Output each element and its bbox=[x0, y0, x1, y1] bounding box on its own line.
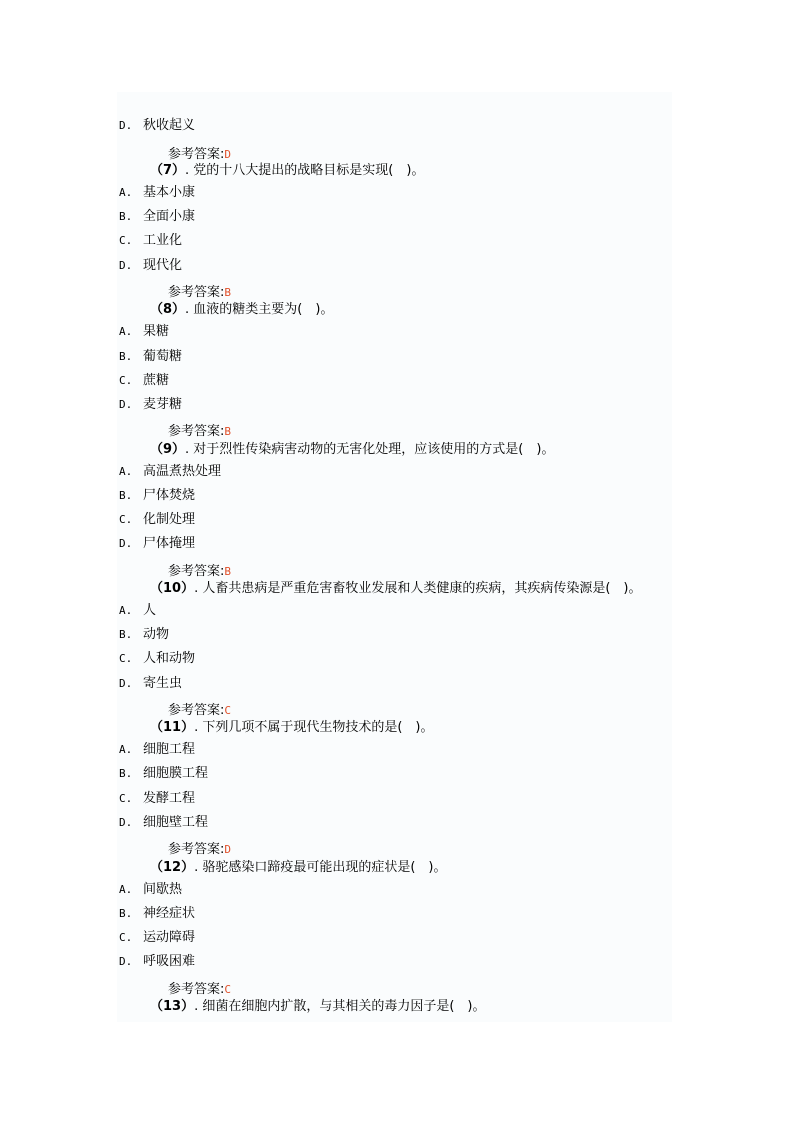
option-letter: A. bbox=[119, 186, 133, 199]
answer-label: 参考答案: bbox=[168, 842, 225, 858]
option-text: 化制处理 bbox=[143, 512, 196, 527]
option-text: 葡萄糖 bbox=[143, 348, 183, 364]
option-text: 尸体掩埋 bbox=[143, 536, 196, 552]
option-text: 发酵工程 bbox=[143, 790, 196, 806]
option-text: 果糖 bbox=[143, 324, 170, 340]
option-letter: D. bbox=[119, 397, 133, 411]
option-letter: C. bbox=[119, 791, 133, 805]
option-item bbox=[119, 790, 195, 808]
option-text: 间歇热 bbox=[143, 881, 183, 897]
question-text: . 骆驼感染口蹄疫最可能出现的症状是( )。 bbox=[194, 859, 447, 875]
question-text: . 人畜共患病是严重危害畜牧业发展和人类健康的疾病，其疾病传染源是( )。 bbox=[194, 580, 642, 596]
option-item bbox=[119, 208, 195, 226]
answer-value: B bbox=[224, 564, 232, 578]
answer-value: C bbox=[224, 703, 232, 717]
option-text: 人和动物 bbox=[143, 651, 196, 667]
option-text: 呼吸困难 bbox=[143, 954, 196, 970]
question-stem bbox=[117, 441, 554, 459]
answer-line bbox=[117, 981, 231, 999]
option-item bbox=[119, 487, 195, 505]
option-item bbox=[119, 881, 182, 899]
option-letter: B. bbox=[119, 210, 133, 224]
answer-value: D bbox=[224, 843, 232, 857]
question-number: （10） bbox=[150, 580, 195, 596]
option-item bbox=[119, 535, 195, 553]
option-item bbox=[119, 396, 182, 414]
answer-label: 参考答案: bbox=[168, 424, 225, 440]
option-item bbox=[119, 953, 195, 971]
option-text: 高温煮热处理 bbox=[143, 463, 222, 479]
question-number: （12） bbox=[150, 859, 195, 875]
question-number: （11） bbox=[150, 720, 195, 736]
question-stem bbox=[117, 580, 642, 598]
option-letter: D. bbox=[119, 119, 133, 132]
answer-line bbox=[117, 284, 231, 302]
question-stem bbox=[117, 301, 333, 319]
option-item bbox=[119, 511, 195, 529]
option-text: 细胞壁工程 bbox=[143, 814, 209, 830]
option-item bbox=[119, 372, 169, 390]
option-letter: A. bbox=[119, 325, 133, 339]
answer-label: 参考答案: bbox=[168, 702, 225, 718]
option-letter: D. bbox=[119, 815, 133, 829]
option-letter: D. bbox=[119, 258, 133, 272]
option-item bbox=[119, 257, 182, 275]
answer-label: 参考答案: bbox=[168, 147, 225, 162]
option-item bbox=[119, 184, 195, 202]
option-item bbox=[119, 675, 182, 693]
question-stem bbox=[117, 859, 447, 877]
option-letter: A. bbox=[119, 882, 133, 896]
option-item bbox=[119, 929, 195, 947]
answer-value: C bbox=[224, 982, 232, 996]
option-text: 尸体焚烧 bbox=[143, 487, 196, 503]
question-stem bbox=[117, 998, 486, 1016]
option-item bbox=[119, 650, 195, 668]
option-text: 细胞膜工程 bbox=[143, 766, 209, 782]
option-item bbox=[119, 117, 195, 135]
document-panel bbox=[117, 92, 672, 1022]
option-text: 基本小康 bbox=[143, 185, 196, 200]
option-letter: B. bbox=[119, 488, 133, 502]
option-text: 现代化 bbox=[143, 257, 183, 273]
option-item bbox=[119, 765, 208, 783]
option-text: 动物 bbox=[143, 627, 170, 643]
option-text: 人 bbox=[143, 602, 157, 618]
option-letter: C. bbox=[119, 513, 133, 526]
option-item bbox=[119, 741, 195, 759]
option-letter: C. bbox=[119, 930, 133, 944]
option-item bbox=[119, 463, 221, 481]
option-text: 麦芽糖 bbox=[143, 396, 183, 412]
option-letter: B. bbox=[119, 349, 133, 363]
option-text: 运动障碍 bbox=[143, 929, 196, 945]
option-text: 神经症状 bbox=[143, 905, 196, 921]
answer-line bbox=[117, 563, 231, 581]
option-letter: D. bbox=[119, 676, 133, 690]
option-letter: A. bbox=[119, 603, 133, 617]
option-item bbox=[119, 814, 208, 832]
option-text: 蔗糖 bbox=[143, 372, 170, 388]
answer-label: 参考答案: bbox=[168, 981, 225, 997]
answer-value: B bbox=[224, 425, 232, 439]
question-text: . 血液的糖类主要为( )。 bbox=[185, 302, 334, 318]
option-text: 秋收起义 bbox=[143, 118, 196, 133]
question-number: （13） bbox=[150, 998, 195, 1014]
question-number: （7） bbox=[150, 163, 186, 178]
question-text: . 下列几项不属于现代生物技术的是( )。 bbox=[194, 720, 434, 736]
question-text: . 细菌在细胞内扩散，与其相关的毒力因子是( )。 bbox=[194, 998, 486, 1014]
question-number: （9） bbox=[150, 441, 186, 457]
answer-value: D bbox=[224, 148, 232, 161]
option-letter: C. bbox=[119, 373, 133, 387]
option-letter: C. bbox=[119, 234, 133, 248]
answer-label: 参考答案: bbox=[168, 285, 225, 300]
option-item bbox=[119, 626, 169, 644]
question-number: （8） bbox=[150, 302, 186, 318]
option-item bbox=[119, 905, 195, 923]
option-text: 工业化 bbox=[143, 233, 183, 249]
option-letter: A. bbox=[119, 464, 133, 478]
question-text: . 党的十八大提出的战略目标是实现( )。 bbox=[185, 163, 425, 178]
question-stem bbox=[117, 162, 424, 180]
option-letter: B. bbox=[119, 906, 133, 920]
option-item bbox=[119, 323, 169, 341]
option-item bbox=[119, 348, 182, 366]
option-letter: B. bbox=[119, 767, 133, 781]
answer-line bbox=[117, 702, 231, 720]
option-item bbox=[119, 602, 156, 620]
option-text: 全面小康 bbox=[143, 209, 196, 225]
option-letter: D. bbox=[119, 955, 133, 969]
option-text: 细胞工程 bbox=[143, 742, 196, 758]
answer-line bbox=[117, 423, 231, 441]
option-letter: D. bbox=[119, 537, 133, 551]
question-text: . 对于烈性传染病害动物的无害化处理，应该使用的方式是( )。 bbox=[185, 441, 555, 457]
option-letter: B. bbox=[119, 628, 133, 642]
option-item bbox=[119, 232, 182, 250]
answer-line bbox=[117, 841, 231, 859]
question-stem bbox=[117, 719, 434, 737]
option-text: 寄生虫 bbox=[143, 675, 183, 691]
answer-label: 参考答案: bbox=[168, 563, 225, 579]
option-letter: C. bbox=[119, 652, 133, 666]
option-letter: A. bbox=[119, 743, 133, 757]
answer-value: B bbox=[224, 286, 232, 299]
